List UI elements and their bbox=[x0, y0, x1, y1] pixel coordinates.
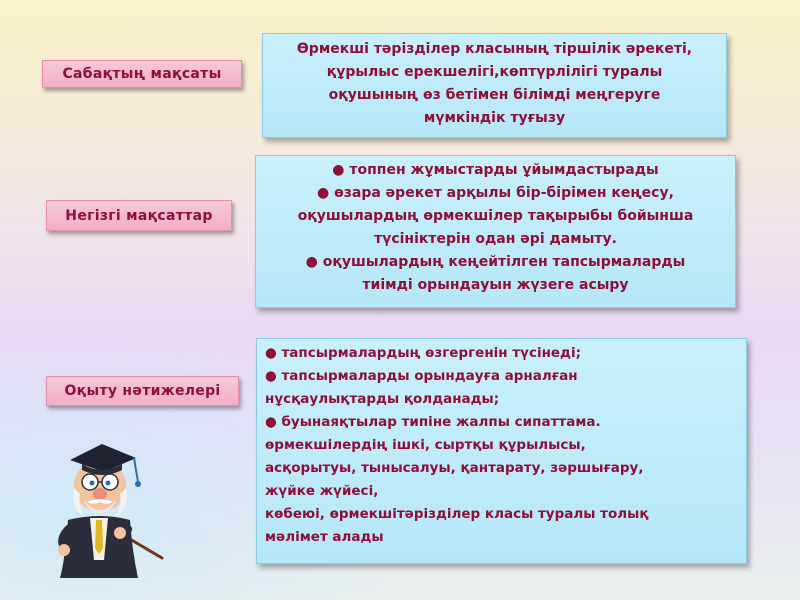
outcome-line: өрмекшілердің ішкі, сыртқы құрылысы, bbox=[265, 437, 586, 453]
outcome-line: нұсқаулықтарды қолданады; bbox=[265, 391, 500, 407]
learning-outcomes-label: Оқыту нәтижелері bbox=[46, 376, 239, 406]
main-goal-line: ● оқушылардың кеңейтілген тапсырмаларды bbox=[305, 254, 686, 270]
main-goal-line: тиімді орындауын жүзеге асыру bbox=[362, 277, 629, 293]
outcome-line: жүйке жүйесі, bbox=[265, 483, 379, 499]
outcome-line: асқорытуы, тынысалуы, қантарату, зәршығару, bbox=[265, 460, 644, 476]
outcome-line: ● тапсырмалардың өзгергенін түсінеді; bbox=[265, 345, 581, 361]
main-goals-label: Негізгі мақсаттар bbox=[46, 200, 232, 231]
main-goal-line: түсініктерін одан әрі дамыту. bbox=[374, 231, 617, 247]
goal-line: Өрмекші тәрізділер класының тіршілік әрекеті, bbox=[296, 41, 693, 57]
goal-line: мүмкіндік туғызу bbox=[423, 110, 566, 126]
main-goal-line: оқушылардың өрмекшілер тақырыбы бойынша bbox=[297, 208, 694, 224]
main-goal-line: ● топпен жұмыстарды ұйымдастырады bbox=[332, 162, 659, 178]
goal-line: оқушының өз бетімен білімді меңгеруге bbox=[328, 87, 661, 103]
outcome-line: мәлімет алады bbox=[265, 529, 384, 545]
lesson-goal-box bbox=[262, 33, 727, 138]
outcome-line: көбеюі, өрмекшітәрізділер класы туралы толық bbox=[265, 506, 649, 522]
main-goals-box bbox=[255, 155, 736, 308]
outcome-line: ● тапсырмаларды орындауға арналған bbox=[265, 368, 578, 384]
lesson-goal-label: Сабақтың мақсаты bbox=[42, 60, 242, 88]
professor-cartoon-icon bbox=[40, 420, 165, 580]
goal-line: құрылыс ерекшелігі,көптүрлілігі туралы bbox=[326, 64, 663, 80]
main-goal-line: ● өзара әрекет арқылы бір-бірімен кеңесу, bbox=[317, 185, 674, 201]
outcome-line: ● буынаяқтылар типіне жалпы сипаттама. bbox=[265, 414, 601, 430]
learning-outcomes-box bbox=[256, 338, 747, 564]
